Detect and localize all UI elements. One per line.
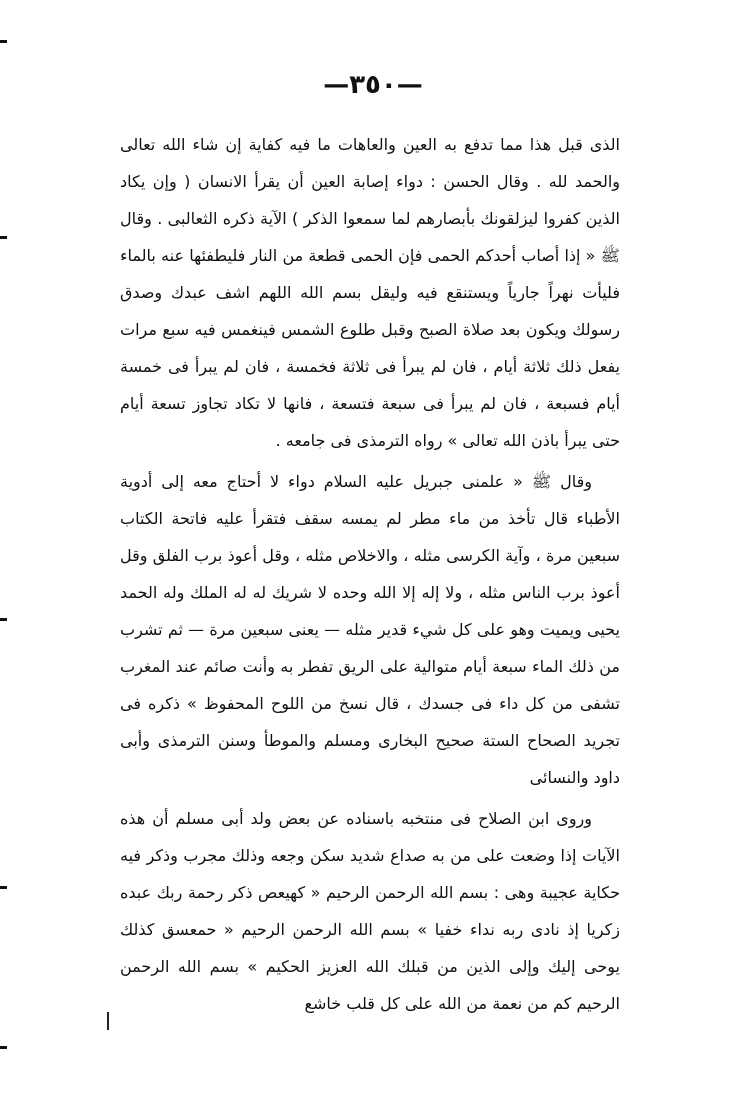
- paragraph-2: وقال ﷺ « علمنى جبريل عليه السلام دواء لا أحتاج معه إلى أدوية الأطباء قال تأخذ من ماء مطر لم يمسه سقف فتقرأ عليه فاتحة الكتاب سبعين مرة ، وآية الكرسى مثله ، والاخلاص مثله ، وقل أعوذ برب الفلق وقل أعوذ برب الناس مثله ، ولا إله إلا الله وحده لا شريك له له الملك وله الحمد يحيى ويميت وهو على كل شيء قدير مثله — يعنى سبعين مرة — ثم تشرب من ذلك الماء سبعة أيام متوالية على الريق تفطر به وأنت صائم عند المغرب تشفى من كل داء فى جسدك ، قال نسخ من اللوح المحفوظ » ذكره فى تجريد الصحاح الستة صحيح البخارى ومسلم والموطأ وسنن الترمذى وأبى داود والنسائى: [120, 472, 620, 787]
- paragraph-1: الذى قبل هذا مما تدفع به العين والعاهات ما فيه كفاية إن شاء الله تعالى والحمد لله . وقال الحسن : دواء إصابة العين أن يقرأ الانسان ( وإن يكاد الذين كفروا ليزلقونك بأبصارهم لما سمعوا الذكر ) الآية ذكره الثعالبى . وقال ﷺ « إذا أصاب أحدكم الحمى فإن الحمى قطعة من النار فليطفئها عنه بالماء فليأت نهراً جارياً ويستنقع فيه وليقل بسم الله اللهم اشف عبدك وصدق رسولك ويكون بعد صلاة الصبح وقبل طلوع الشمس فينغمس فيه سبع مرات يفعل ذلك ثلاثة أيام ، فان لم يبرأ فى ثلاثة فخمسة ، فان لم يبرأ فى خمسة أيام فسبعة ، فان لم يبرأ فى سبعة فتسعة ، فانها لا تكاد تجاوز تسعة أيام حتى يبرأ باذن الله تعالى » رواه الترمذى فى جامعه .: [120, 135, 620, 450]
- body-text: [120, 126, 620, 1022]
- paragraph-3: وروى ابن الصلاح فى منتخبه باسناده عن بعض ولد أبى مسلم أن هذه الآيات إذا وضعت على من به صداع شديد سكن وجعه وذلك مجرب وذكر فيه حكاية عجيبة وهى : بسم الله الرحمن الرحيم « كهيعص ذكر رحمة ربك عبده زكريا إذ نادى ربه نداء خفيا » بسم الله الرحمن الرحيم « حمعسق كذلك يوحى إليك وإلى الذين من قبلك الله العزيز الحكيم » بسم الله الرحمن الرحيم كم من نعمة من الله على كل قلب خاشع: [120, 809, 620, 1013]
- margin-mark-left-2: [0, 236, 7, 239]
- margin-mark-left-1: [0, 40, 7, 43]
- margin-mark-left-5: [0, 1046, 7, 1049]
- bottom-margin-mark: [107, 1012, 109, 1030]
- margin-mark-left-3: [0, 618, 7, 621]
- page-number: —٣٥٠—: [323, 70, 423, 100]
- margin-mark-left-4: [0, 886, 7, 889]
